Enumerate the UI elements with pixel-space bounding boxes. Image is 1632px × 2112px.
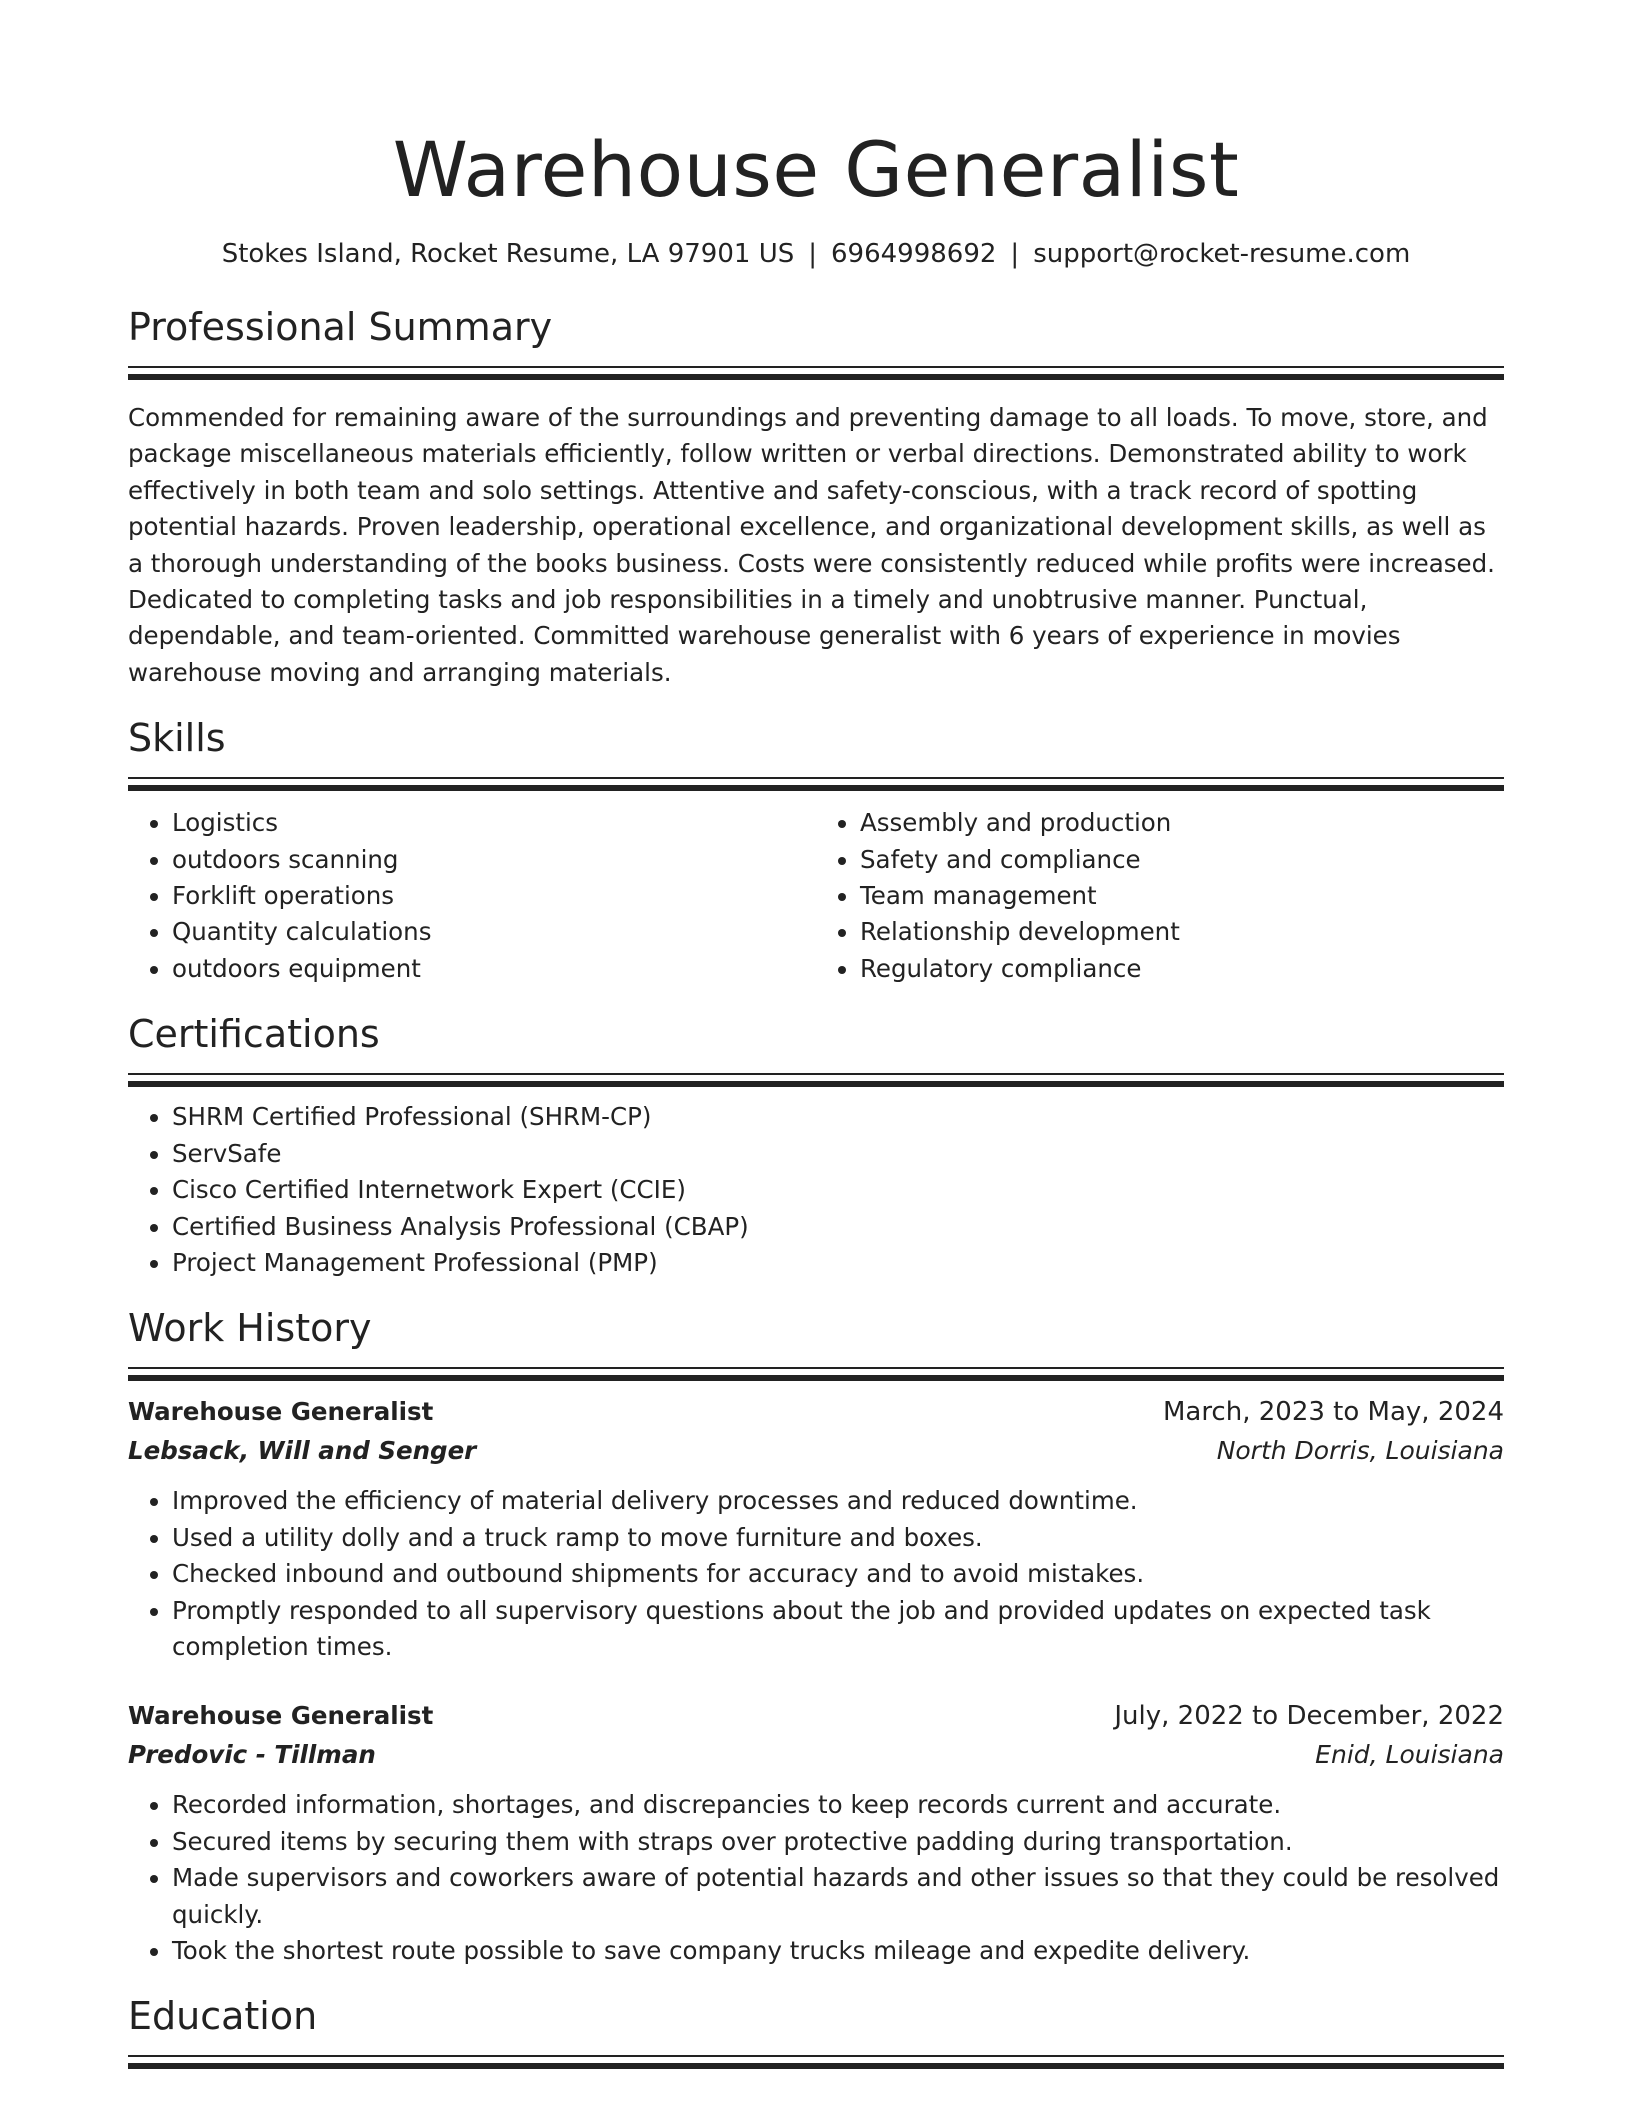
job-bullet: • Secured items by securing them with straps over protective padding during transportation. xyxy=(172,1824,1504,1860)
certifications-list xyxy=(128,1099,1504,1281)
job-bullets xyxy=(128,1787,1504,1969)
resume-name: Warehouse Generalist xyxy=(392,125,1240,214)
job-bullets xyxy=(128,1483,1504,1665)
job-title: Warehouse Generalist xyxy=(128,1397,434,1427)
contact-address: Stokes Island, Rocket Resume, LA 97901 US xyxy=(221,239,795,269)
job-location: North Dorris, Louisiana xyxy=(1216,1436,1504,1466)
job-dates: July, 2022 to December, 2022 xyxy=(1114,1701,1504,1732)
summary-text: Commended for remaining aware of the surroundings and preventing damage to all loads. To move, store, and package miscellaneous materials efficiently, follow written or verbal directions. Demonstrated ability to work effectively in both team and solo settings. Attentive and safety-conscious, with a track record of spotting potential hazards. Proven leadership, operational excellence, and organizational development skills, as well as a thorough understanding of the books business. Costs were consistently reduced while profits were increased. Dedicated to completing tasks and job responsibilities in a timely and unobtrusive manner. Punctual, dependable, and team-oriented. Committed warehouse generalist with 6 years of experience in movies warehouse moving and arranging materials. xyxy=(128,403,1495,687)
skill-item: • outdoors scanning xyxy=(172,842,816,878)
contact-email[interactable]: support@rocket-resume.com xyxy=(1033,239,1411,269)
job-bullet: • Promptly responded to all supervisory questions about the job and provided updates on expected task completion times. xyxy=(172,1593,1504,1666)
section-title-certifications: Certifications xyxy=(128,1012,380,1057)
certification-item: • Cisco Certified Internetwork Expert (CCIE) xyxy=(172,1172,1504,1208)
job-location: Enid, Louisiana xyxy=(1315,1740,1504,1770)
skill-item: • Safety and compliance xyxy=(860,842,1504,878)
job-entry xyxy=(128,1697,1504,1969)
job-bullet: • Checked inbound and outbound shipments for accuracy and to avoid mistakes. xyxy=(172,1556,1504,1592)
job-bullet: • Made supervisors and coworkers aware of potential hazards and other issues so that they could be resolved quickly. xyxy=(172,1860,1504,1933)
skills-list-left xyxy=(128,805,816,987)
certifications-section xyxy=(128,1009,1504,1281)
certification-item: • ServSafe xyxy=(172,1136,1504,1172)
job-header-row xyxy=(128,1697,1504,1735)
skill-item: • outdoors equipment xyxy=(172,951,816,987)
skill-item: • Quantity calculations xyxy=(172,914,816,950)
job-company-row xyxy=(128,1431,1504,1471)
job-bullet: • Used a utility dolly and a truck ramp to move furniture and boxes. xyxy=(172,1520,1504,1556)
skills-section xyxy=(128,713,1504,987)
section-divider xyxy=(128,777,1504,779)
contact-phone[interactable]: 6964998692 xyxy=(831,239,997,269)
skill-item: • Forklift operations xyxy=(172,878,816,914)
resume-page xyxy=(128,0,1504,2057)
education-section xyxy=(128,1991,1504,2057)
contact-separator: | xyxy=(808,239,817,269)
certification-item: • SHRM Certified Professional (SHRM-CP) xyxy=(172,1099,1504,1135)
skills-grid xyxy=(128,805,1504,987)
section-divider xyxy=(128,1367,1504,1369)
summary-section xyxy=(128,302,1504,691)
job-bullet: • Improved the efficiency of material delivery processes and reduced downtime. xyxy=(172,1483,1504,1519)
section-divider xyxy=(128,2055,1504,2057)
skill-item: • Relationship development xyxy=(860,914,1504,950)
section-title-education: Education xyxy=(128,1994,318,2039)
job-entry xyxy=(128,1393,1504,1665)
skill-item: • Team management xyxy=(860,878,1504,914)
job-company: Lebsack, Will and Senger xyxy=(128,1436,477,1466)
skill-item: • Assembly and production xyxy=(860,805,1504,841)
section-divider xyxy=(128,366,1504,368)
job-header-row xyxy=(128,1393,1504,1431)
section-title-summary: Professional Summary xyxy=(128,305,553,349)
job-company-row xyxy=(128,1735,1504,1775)
skill-item: • Regulatory compliance xyxy=(860,951,1504,987)
job-company: Predovic - Tillman xyxy=(128,1740,376,1770)
skill-item: • Logistics xyxy=(172,805,816,841)
job-dates: March, 2023 to May, 2024 xyxy=(1162,1397,1504,1428)
section-title-work-history: Work History xyxy=(128,1306,372,1351)
certification-item: • Certified Business Analysis Professional (CBAP) xyxy=(172,1209,1504,1245)
job-title: Warehouse Generalist xyxy=(128,1701,434,1731)
skills-list-right xyxy=(816,805,1504,987)
contact-line xyxy=(128,236,1504,272)
certification-item: • Project Management Professional (PMP) xyxy=(172,1245,1504,1281)
section-divider xyxy=(128,1073,1504,1075)
job-bullet: • Recorded information, shortages, and discrepancies to keep records current and accurate. xyxy=(172,1787,1504,1823)
work-history-section xyxy=(128,1303,1504,1969)
contact-separator: | xyxy=(1010,239,1020,269)
job-bullet: • Took the shortest route possible to save company trucks mileage and expedite delivery. xyxy=(172,1933,1504,1969)
section-title-skills: Skills xyxy=(128,716,226,761)
